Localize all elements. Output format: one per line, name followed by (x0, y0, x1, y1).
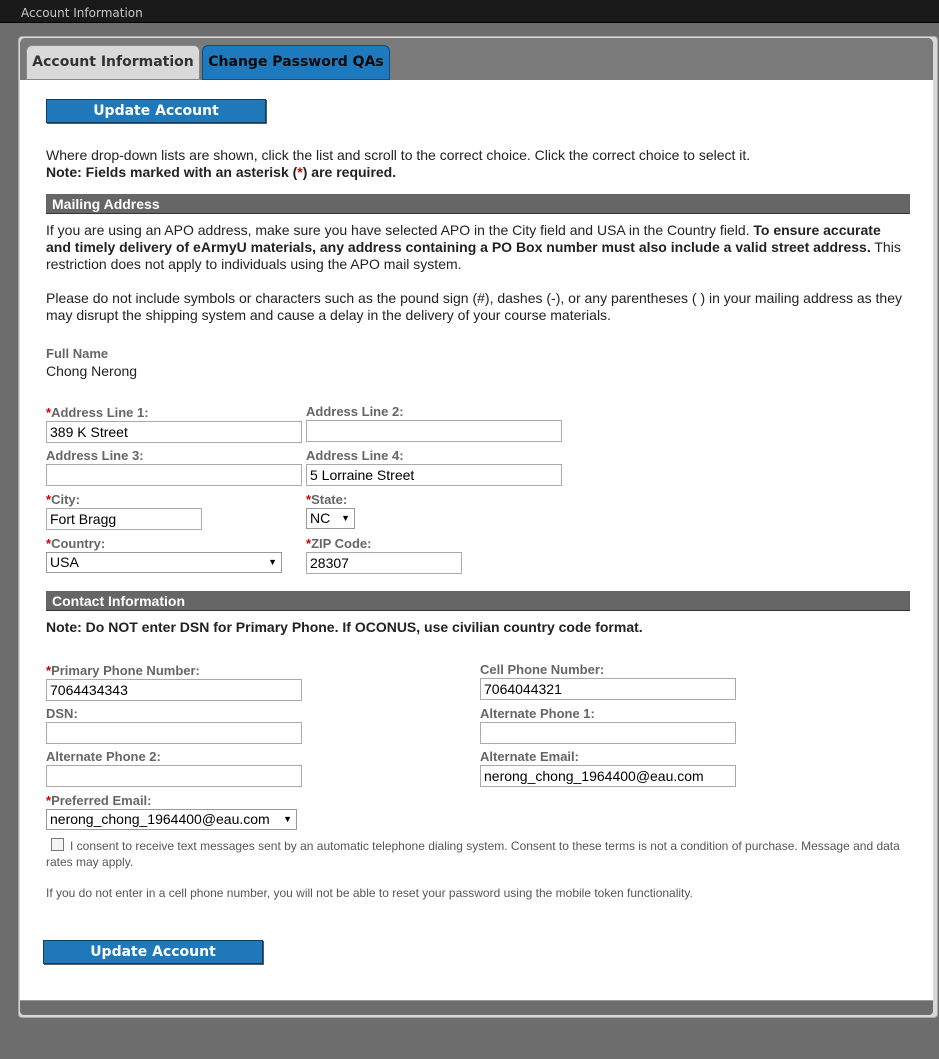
primary-phone-input[interactable]: 7064434343 (46, 679, 302, 701)
cell-phone-label: Cell Phone Number: (480, 662, 605, 677)
dsn-input[interactable] (46, 722, 302, 744)
sms-consent-text: I consent to receive text messages sent by an automatic telephone dialing system. Consent to these terms is not a condition of purchase. Message and data rates may apply. (46, 839, 900, 869)
chevron-down-icon: ▼ (268, 557, 277, 567)
cell-phone-note: If you do not enter in a cell phone number, you will not be able to reset your password using the mobile token functionality. (46, 886, 693, 900)
preferred-email-label: *Preferred Email: (46, 793, 152, 808)
chevron-down-icon: ▼ (341, 513, 350, 523)
preferred-email-value: nerong_chong_1964400@eau.com (50, 811, 270, 827)
primary-phone-label: *Primary Phone Number: (46, 663, 200, 678)
contact-information-header: Contact Information (46, 591, 910, 611)
address-line-4-input[interactable]: 5 Lorraine Street (306, 464, 562, 486)
city-label: *City: (46, 492, 80, 507)
country-label: *Country: (46, 536, 106, 551)
cell-phone-input[interactable]: 7064044321 (480, 678, 736, 700)
update-account-button-bottom[interactable]: Update Account Information (43, 940, 263, 964)
full-name-label: Full Name (46, 346, 109, 361)
alternate-email-label: Alternate Email: (480, 749, 579, 764)
alternate-phone-2-label: Alternate Phone 2: (46, 749, 161, 764)
panel-footer (20, 1000, 933, 1015)
intro-instructions: Where drop-down lists are shown, click the list and scroll to the correct choice. Click the correct choice to select it. (46, 147, 751, 163)
address-line-1-label: *Address Line 1: (46, 405, 149, 420)
alternate-email-input[interactable]: nerong_chong_1964400@eau.com (480, 765, 736, 787)
zip-code-input[interactable]: 28307 (306, 552, 462, 574)
address-line-3-input[interactable] (46, 464, 302, 486)
state-select-value: NC (310, 510, 331, 526)
tab-change-password-qas[interactable]: Change Password QAs (202, 45, 390, 80)
address-line-1-input[interactable]: 389 K Street (46, 421, 302, 443)
tab-account-information[interactable]: Account Information (26, 45, 200, 80)
apo-instructions: If you are using an APO address, make sure you have selected APO in the City field and USA in the Country field. To ensure accurate and timely delivery of eArmyU materials, any address containing a PO Box number must also include a valid street address. This restriction does not apply to individuals using the APO mail system. (46, 222, 901, 272)
mailing-address-header: Mailing Address (46, 194, 910, 214)
alternate-phone-1-label: Alternate Phone 1: (480, 706, 595, 721)
full-name-value: Chong Nerong (46, 363, 138, 379)
update-account-button-top[interactable]: Update Account Information (46, 99, 266, 123)
city-input[interactable]: Fort Bragg (46, 508, 202, 530)
required-note: Note: Fields marked with an asterisk (*) are required. (46, 164, 397, 180)
preferred-email-select[interactable] (46, 809, 297, 830)
window-titlebar (0, 0, 939, 23)
symbols-instructions: Please do not include symbols or characters such as the pound sign (#), dashes (-), or any parentheses ( ) in your mailing address as they may disrupt the shipping system and cause a delay in the delivery of your course materials. (46, 290, 902, 323)
address-line-3-label: Address Line 3: (46, 448, 144, 463)
zip-code-label: *ZIP Code: (306, 536, 372, 551)
dsn-label: DSN: (46, 706, 78, 721)
address-line-2-label: Address Line 2: (306, 404, 404, 419)
alternate-phone-1-input[interactable] (480, 722, 736, 744)
state-label: *State: (306, 492, 348, 507)
address-line-2-input[interactable] (306, 420, 562, 442)
country-select[interactable] (46, 552, 282, 573)
dsn-note: Note: Do NOT enter DSN for Primary Phone. If OCONUS, use civilian country code format. (46, 619, 643, 635)
window-title: Account Information (21, 6, 143, 20)
chevron-down-icon: ▼ (283, 814, 292, 824)
address-line-4-label: Address Line 4: (306, 448, 404, 463)
alternate-phone-2-input[interactable] (46, 765, 302, 787)
state-select[interactable] (306, 508, 355, 529)
country-select-value: USA (50, 554, 79, 570)
